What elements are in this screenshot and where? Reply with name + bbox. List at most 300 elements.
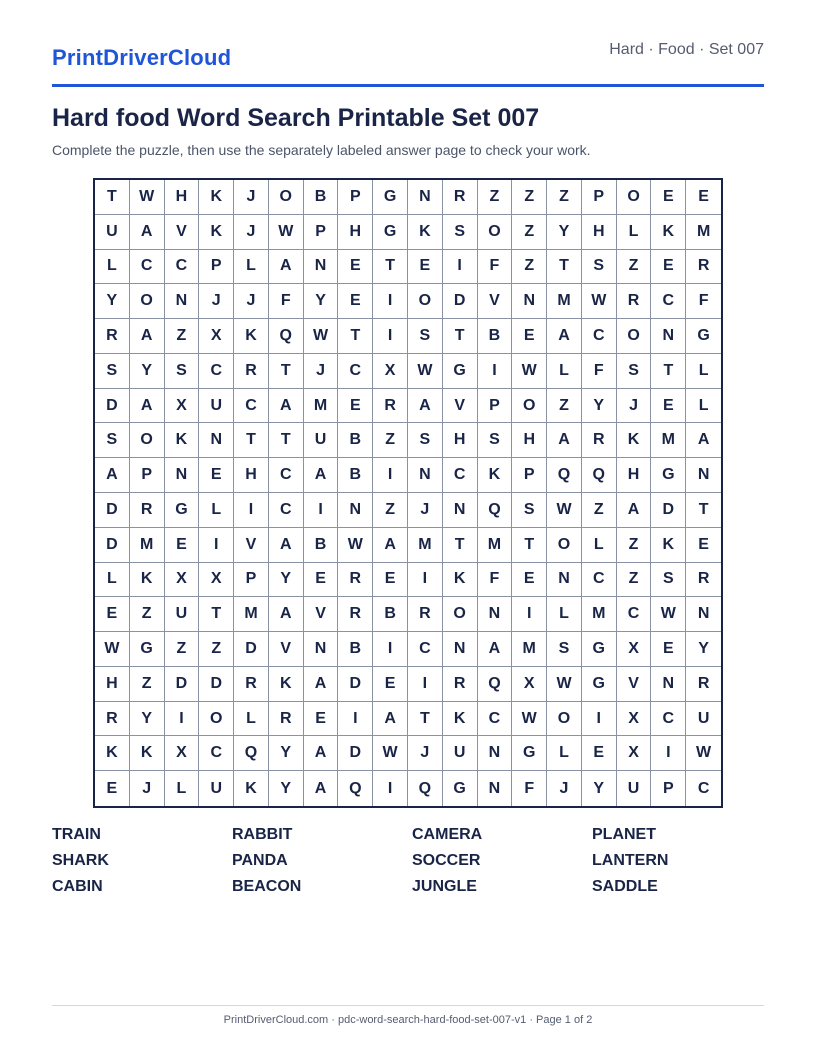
grid-cell: O — [617, 319, 652, 354]
grid-cell: A — [547, 423, 582, 458]
grid-cell: K — [408, 215, 443, 250]
grid-cell: D — [443, 284, 478, 319]
grid-cell: L — [165, 771, 200, 806]
grid-cell: R — [617, 284, 652, 319]
word-list — [52, 824, 772, 902]
grid-cell: M — [478, 528, 513, 563]
grid-cell: Y — [95, 284, 130, 319]
grid-cell: J — [234, 284, 269, 319]
grid-cell: W — [651, 597, 686, 632]
grid-cell: N — [304, 250, 339, 285]
grid-cell: I — [373, 632, 408, 667]
grid-cell: E — [582, 736, 617, 771]
grid-cell: I — [165, 702, 200, 737]
grid-cell: I — [234, 493, 269, 528]
grid-cell: O — [199, 702, 234, 737]
grid-cell: Y — [130, 354, 165, 389]
grid-cell: A — [269, 597, 304, 632]
grid-cell: K — [617, 423, 652, 458]
grid-cell: C — [269, 458, 304, 493]
grid-cell: G — [443, 354, 478, 389]
grid-cell: B — [478, 319, 513, 354]
grid-cell: A — [304, 736, 339, 771]
grid-cell: A — [408, 389, 443, 424]
grid-cell: E — [686, 180, 721, 215]
word-list-item: JUNGLE — [412, 878, 477, 895]
grid-cell: D — [199, 667, 234, 702]
grid-cell: P — [582, 180, 617, 215]
grid-cell: A — [686, 423, 721, 458]
grid-cell: U — [686, 702, 721, 737]
grid-cell: L — [686, 389, 721, 424]
grid-cell: S — [651, 563, 686, 598]
grid-cell: G — [686, 319, 721, 354]
grid-cell: S — [95, 354, 130, 389]
grid-cell: W — [512, 702, 547, 737]
grid-cell: Z — [373, 493, 408, 528]
grid-cell: E — [199, 458, 234, 493]
grid-cell: E — [95, 771, 130, 806]
grid-cell: E — [651, 632, 686, 667]
grid-cell: B — [373, 597, 408, 632]
grid-cell: E — [651, 180, 686, 215]
grid-cell: Y — [130, 702, 165, 737]
grid-cell: Z — [512, 250, 547, 285]
grid-cell: T — [443, 319, 478, 354]
grid-cell: G — [582, 632, 617, 667]
grid-cell: Y — [269, 736, 304, 771]
grid-cell: V — [478, 284, 513, 319]
grid-cell: C — [408, 632, 443, 667]
grid-cell: H — [95, 667, 130, 702]
grid-cell: A — [130, 319, 165, 354]
breadcrumb: Hard · Food · Set 007 — [609, 41, 764, 58]
grid-cell: N — [165, 284, 200, 319]
grid-cell: M — [130, 528, 165, 563]
grid-cell: W — [269, 215, 304, 250]
grid-cell: L — [686, 354, 721, 389]
grid-cell: T — [199, 597, 234, 632]
grid-cell: T — [269, 423, 304, 458]
grid-cell: G — [582, 667, 617, 702]
grid-cell: A — [269, 389, 304, 424]
grid-cell: Y — [304, 284, 339, 319]
grid-cell: A — [95, 458, 130, 493]
grid-cell: N — [478, 736, 513, 771]
grid-cell: T — [651, 354, 686, 389]
grid-cell: R — [686, 563, 721, 598]
grid-cell: Y — [686, 632, 721, 667]
grid-cell: E — [512, 563, 547, 598]
grid-cell: X — [617, 736, 652, 771]
grid-cell: P — [199, 250, 234, 285]
grid-cell: J — [234, 180, 269, 215]
grid-cell: Q — [408, 771, 443, 806]
grid-cell: L — [95, 250, 130, 285]
word-list-item: PLANET — [592, 826, 656, 843]
grid-cell: J — [199, 284, 234, 319]
grid-cell: I — [582, 702, 617, 737]
grid-cell: W — [408, 354, 443, 389]
grid-cell: E — [304, 563, 339, 598]
grid-cell: R — [338, 597, 373, 632]
grid-cell: W — [338, 528, 373, 563]
grid-cell: J — [408, 493, 443, 528]
grid-cell: E — [165, 528, 200, 563]
word-list-item: SHARK — [52, 852, 109, 869]
grid-cell: W — [686, 736, 721, 771]
grid-cell: S — [617, 354, 652, 389]
grid-cell: R — [234, 667, 269, 702]
word-list-item: BEACON — [232, 878, 302, 895]
grid-cell: D — [95, 389, 130, 424]
grid-cell: S — [95, 423, 130, 458]
grid-cell: W — [373, 736, 408, 771]
grid-cell: V — [617, 667, 652, 702]
grid-cell: J — [234, 215, 269, 250]
grid-cell: R — [338, 563, 373, 598]
grid-cell: E — [373, 563, 408, 598]
grid-cell: M — [408, 528, 443, 563]
grid-cell: D — [95, 528, 130, 563]
grid-cell: Z — [582, 493, 617, 528]
grid-cell: Z — [165, 632, 200, 667]
page-title: Hard food Word Search Printable Set 007 — [52, 104, 540, 132]
grid-cell: C — [199, 354, 234, 389]
grid-cell: H — [512, 423, 547, 458]
grid-cell: F — [686, 284, 721, 319]
page-header — [52, 38, 764, 87]
grid-cell: C — [651, 284, 686, 319]
grid-cell: V — [234, 528, 269, 563]
grid-cell: J — [617, 389, 652, 424]
grid-cell: J — [408, 736, 443, 771]
grid-cell: Z — [130, 597, 165, 632]
grid-cell: E — [686, 528, 721, 563]
grid-cell: C — [478, 702, 513, 737]
grid-cell: F — [512, 771, 547, 806]
grid-cell: T — [373, 250, 408, 285]
grid-cell: M — [686, 215, 721, 250]
grid-cell: Q — [478, 667, 513, 702]
grid-cell: R — [234, 354, 269, 389]
grid-cell: R — [443, 667, 478, 702]
grid-cell: P — [338, 180, 373, 215]
grid-cell: I — [373, 319, 408, 354]
grid-cell: N — [408, 180, 443, 215]
grid-cell: Z — [617, 250, 652, 285]
grid-cell: X — [165, 389, 200, 424]
grid-cell: K — [443, 702, 478, 737]
grid-cell: A — [304, 771, 339, 806]
grid-cell: U — [199, 389, 234, 424]
grid-cell: Z — [512, 215, 547, 250]
grid-cell: I — [408, 667, 443, 702]
grid-cell: B — [338, 458, 373, 493]
grid-cell: Z — [512, 180, 547, 215]
grid-cell: V — [269, 632, 304, 667]
grid-cell: Y — [269, 563, 304, 598]
grid-cell: S — [478, 423, 513, 458]
grid-cell: W — [512, 354, 547, 389]
word-list-item: CAMERA — [412, 826, 483, 843]
grid-cell: K — [234, 319, 269, 354]
grid-cell: S — [512, 493, 547, 528]
grid-cell: Y — [547, 215, 582, 250]
grid-cell: E — [338, 284, 373, 319]
grid-cell: U — [304, 423, 339, 458]
grid-cell: R — [95, 319, 130, 354]
grid-cell: O — [443, 597, 478, 632]
grid-cell: I — [651, 736, 686, 771]
grid-cell: Z — [617, 528, 652, 563]
grid-cell: N — [686, 597, 721, 632]
grid-cell: H — [234, 458, 269, 493]
grid-cell: M — [304, 389, 339, 424]
word-list-item: SOCCER — [412, 852, 481, 869]
grid-cell: T — [512, 528, 547, 563]
grid-cell: N — [651, 319, 686, 354]
grid-cell: H — [338, 215, 373, 250]
grid-cell: N — [686, 458, 721, 493]
grid-cell: Z — [547, 389, 582, 424]
grid-cell: C — [617, 597, 652, 632]
grid-cell: Q — [582, 458, 617, 493]
grid-cell: V — [165, 215, 200, 250]
grid-cell: Z — [373, 423, 408, 458]
grid-cell: S — [582, 250, 617, 285]
grid-cell: H — [582, 215, 617, 250]
grid-cell: X — [617, 702, 652, 737]
grid-cell: M — [234, 597, 269, 632]
grid-cell: C — [269, 493, 304, 528]
grid-cell: L — [234, 702, 269, 737]
grid-cell: E — [304, 702, 339, 737]
grid-cell: R — [686, 667, 721, 702]
grid-cell: E — [373, 667, 408, 702]
grid-cell: Q — [478, 493, 513, 528]
grid-cell: Q — [234, 736, 269, 771]
brand-logo[interactable]: PrintDriverCloud — [52, 45, 232, 70]
grid-cell: L — [199, 493, 234, 528]
grid-cell: K — [199, 180, 234, 215]
word-search-grid — [93, 178, 723, 808]
grid-cell: F — [478, 563, 513, 598]
grid-cell: H — [617, 458, 652, 493]
grid-cell: R — [408, 597, 443, 632]
grid-cell: U — [199, 771, 234, 806]
grid-cell: I — [304, 493, 339, 528]
grid-cell: K — [651, 215, 686, 250]
grid-cell: H — [165, 180, 200, 215]
grid-cell: Z — [165, 319, 200, 354]
grid-cell: X — [165, 736, 200, 771]
grid-cell: C — [338, 354, 373, 389]
grid-cell: N — [651, 667, 686, 702]
grid-cell: P — [651, 771, 686, 806]
grid-cell: N — [512, 284, 547, 319]
grid-cell: G — [651, 458, 686, 493]
grid-cell: R — [373, 389, 408, 424]
grid-cell: C — [234, 389, 269, 424]
grid-cell: P — [512, 458, 547, 493]
word-list-item: TRAIN — [52, 826, 101, 843]
grid-cell: Q — [269, 319, 304, 354]
grid-cell: K — [234, 771, 269, 806]
grid-cell: X — [512, 667, 547, 702]
grid-cell: T — [443, 528, 478, 563]
grid-cell: M — [582, 597, 617, 632]
grid-cell: X — [165, 563, 200, 598]
grid-cell: E — [651, 250, 686, 285]
grid-cell: L — [582, 528, 617, 563]
grid-cell: M — [547, 284, 582, 319]
word-list-item: RABBIT — [232, 826, 293, 843]
grid-cell: T — [547, 250, 582, 285]
grid-cell: R — [95, 702, 130, 737]
grid-cell: Z — [199, 632, 234, 667]
grid-cell: C — [443, 458, 478, 493]
grid-cell: L — [547, 597, 582, 632]
grid-cell: N — [478, 597, 513, 632]
grid-cell: L — [234, 250, 269, 285]
grid-cell: S — [165, 354, 200, 389]
grid-cell: O — [547, 702, 582, 737]
grid-cell: K — [651, 528, 686, 563]
grid-cell: I — [338, 702, 373, 737]
grid-cell: X — [199, 563, 234, 598]
grid-cell: V — [304, 597, 339, 632]
grid-cell: A — [304, 458, 339, 493]
grid-cell: X — [373, 354, 408, 389]
grid-cell: U — [95, 215, 130, 250]
grid-cell: D — [338, 736, 373, 771]
grid-cell: O — [617, 180, 652, 215]
grid-cell: K — [165, 423, 200, 458]
grid-cell: K — [199, 215, 234, 250]
grid-cell: R — [582, 423, 617, 458]
grid-cell: C — [582, 319, 617, 354]
word-list-item: PANDA — [232, 852, 288, 869]
grid-cell: I — [373, 458, 408, 493]
grid-cell: T — [234, 423, 269, 458]
grid-cell: Q — [338, 771, 373, 806]
grid-cell: N — [304, 632, 339, 667]
grid-cell: K — [269, 667, 304, 702]
grid-cell: F — [582, 354, 617, 389]
grid-cell: G — [373, 180, 408, 215]
grid-cell: F — [269, 284, 304, 319]
grid-cell: N — [165, 458, 200, 493]
grid-cell: D — [95, 493, 130, 528]
grid-cell: U — [443, 736, 478, 771]
word-list-item: LANTERN — [592, 852, 669, 869]
grid-cell: C — [165, 250, 200, 285]
grid-cell: C — [130, 250, 165, 285]
grid-cell: I — [408, 563, 443, 598]
grid-cell: W — [130, 180, 165, 215]
grid-cell: T — [95, 180, 130, 215]
grid-cell: C — [582, 563, 617, 598]
grid-cell: I — [373, 284, 408, 319]
grid-cell: J — [547, 771, 582, 806]
page-subtitle: Complete the puzzle, then use the separately labeled answer page to check your work. — [52, 142, 591, 158]
grid-cell: C — [199, 736, 234, 771]
grid-cell: K — [95, 736, 130, 771]
grid-cell: K — [443, 563, 478, 598]
page-footer: PrintDriverCloud.com · pdc-word-search-hard-food-set-007-v1 · Page 1 of 2 — [52, 1005, 764, 1026]
grid-cell: P — [234, 563, 269, 598]
grid-cell: J — [130, 771, 165, 806]
grid-cell: Y — [582, 771, 617, 806]
grid-cell: A — [269, 528, 304, 563]
grid-cell: Y — [269, 771, 304, 806]
grid-cell: S — [408, 319, 443, 354]
grid-cell: R — [269, 702, 304, 737]
grid-cell: N — [338, 493, 373, 528]
grid-cell: M — [651, 423, 686, 458]
grid-cell: O — [130, 284, 165, 319]
grid-cell: B — [338, 423, 373, 458]
grid-cell: I — [199, 528, 234, 563]
grid-cell: V — [443, 389, 478, 424]
grid-cell: A — [617, 493, 652, 528]
grid-cell: B — [304, 528, 339, 563]
grid-cell: G — [373, 215, 408, 250]
grid-cell: O — [408, 284, 443, 319]
grid-cell: G — [130, 632, 165, 667]
grid-cell: D — [651, 493, 686, 528]
grid-cell: A — [373, 702, 408, 737]
grid-cell: G — [165, 493, 200, 528]
grid-cell: K — [130, 736, 165, 771]
grid-cell: I — [478, 354, 513, 389]
grid-cell: R — [686, 250, 721, 285]
grid-cell: B — [304, 180, 339, 215]
grid-cell: W — [547, 667, 582, 702]
grid-cell: H — [443, 423, 478, 458]
grid-cell: X — [617, 632, 652, 667]
grid-cell: E — [338, 250, 373, 285]
grid-cell: Z — [547, 180, 582, 215]
grid-cell: D — [165, 667, 200, 702]
grid-cell: M — [512, 632, 547, 667]
grid-cell: I — [512, 597, 547, 632]
grid-cell: L — [95, 563, 130, 598]
grid-cell: W — [95, 632, 130, 667]
grid-cell: Z — [478, 180, 513, 215]
grid-cell: C — [651, 702, 686, 737]
grid-cell: P — [478, 389, 513, 424]
grid-cell: T — [338, 319, 373, 354]
grid-cell: G — [512, 736, 547, 771]
grid-cell: J — [304, 354, 339, 389]
grid-cell: N — [478, 771, 513, 806]
grid-cell: T — [269, 354, 304, 389]
grid-cell: X — [199, 319, 234, 354]
grid-cell: C — [697, 779, 710, 797]
grid-cell: N — [443, 632, 478, 667]
grid-cell: U — [165, 597, 200, 632]
grid-cell: D — [234, 632, 269, 667]
grid-cell: R — [443, 180, 478, 215]
grid-cell: A — [478, 632, 513, 667]
grid-cell: Q — [547, 458, 582, 493]
grid-cell: I — [443, 250, 478, 285]
grid-cell: K — [130, 563, 165, 598]
grid-cell: G — [443, 771, 478, 806]
grid-cell: P — [130, 458, 165, 493]
